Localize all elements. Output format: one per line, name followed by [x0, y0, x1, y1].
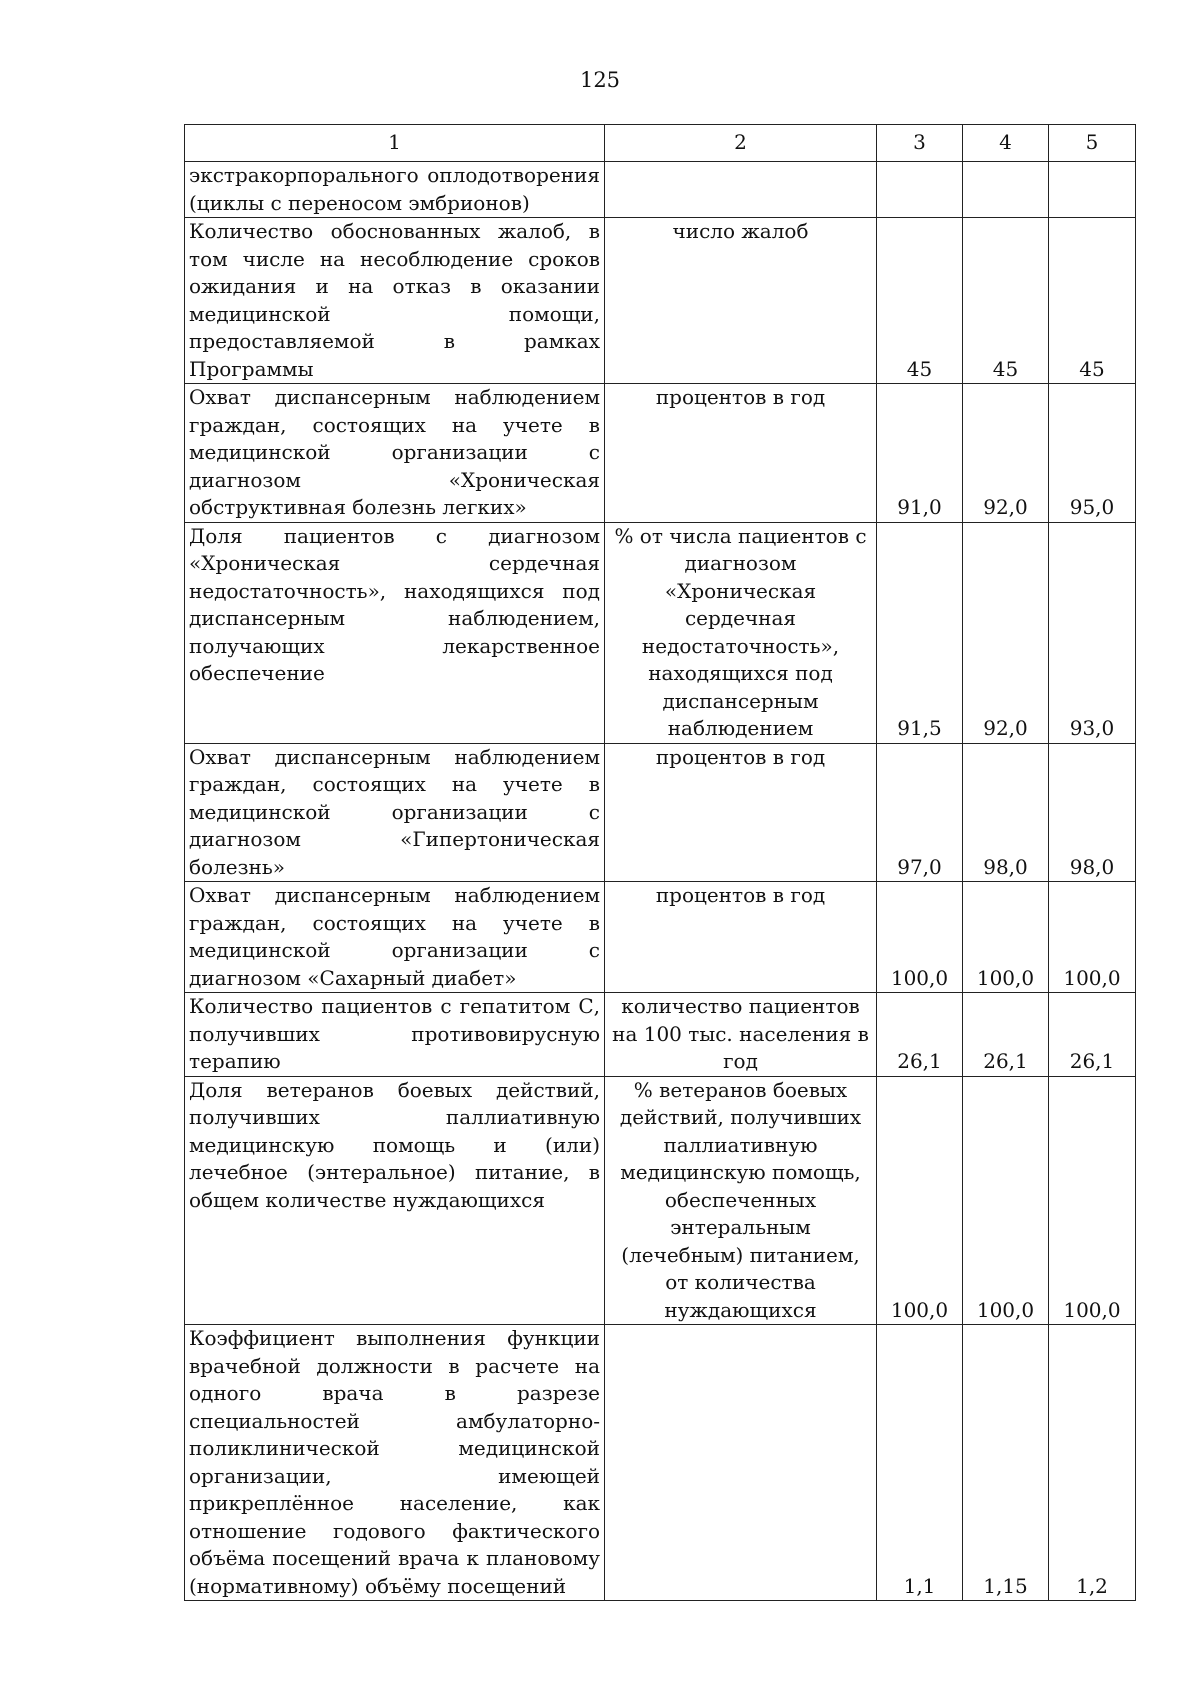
- unit-cell: [605, 162, 877, 218]
- unit-cell: [605, 1325, 877, 1601]
- indicator-cell: Охват диспансерным наблюдением граждан, состоящих на учете в медицинской организации с диагнозом «Сахарный диабет»: [185, 882, 605, 993]
- value-cell-5: 1,2: [1049, 1325, 1136, 1601]
- indicator-cell: Доля пациентов с диагнозом «Хроническая сердечная недостаточность», находящихся под диспансерным наблюдением, получающих лекарственное обеспечение: [185, 522, 605, 743]
- value-cell-5: 26,1: [1049, 993, 1136, 1077]
- indicators-table: [184, 124, 1136, 1601]
- value-cell-5: 98,0: [1049, 743, 1136, 882]
- value-cell-4: 92,0: [963, 522, 1049, 743]
- table-row: [185, 384, 1136, 523]
- value-cell-3: 97,0: [877, 743, 963, 882]
- value-cell-5: [1049, 162, 1136, 218]
- indicator-cell: Количество пациентов с гепатитом С, получивших противовирусную терапию: [185, 993, 605, 1077]
- value-cell-4: 98,0: [963, 743, 1049, 882]
- column-header-3: 3: [877, 125, 963, 162]
- column-header-1: 1: [185, 125, 605, 162]
- table-row: [185, 522, 1136, 743]
- indicator-cell: Доля ветеранов боевых действий, получивших паллиативную медицинскую помощь и (или) лечебное (энтеральное) питание, в общем количестве нуждающихся: [185, 1076, 605, 1325]
- page-number: 125: [579, 68, 621, 92]
- value-cell-3: [877, 162, 963, 218]
- indicator-cell: экстракорпорального оплодотворения (циклы с переносом эмбрионов): [185, 162, 605, 218]
- unit-cell: количество пациентов на 100 тыс. населения в год: [605, 993, 877, 1077]
- value-cell-4: 92,0: [963, 384, 1049, 523]
- value-cell-4: 26,1: [963, 993, 1049, 1077]
- value-cell-3: 1,1: [877, 1325, 963, 1601]
- value-cell-4: 1,15: [963, 1325, 1049, 1601]
- unit-cell: процентов в год: [605, 384, 877, 523]
- indicator-cell: Охват диспансерным наблюдением граждан, состоящих на учете в медицинской организации с диагнозом «Хроническая обструктивная болезнь легких»: [185, 384, 605, 523]
- unit-cell: % ветеранов боевых действий, получивших паллиативную медицинскую помощь, обеспеченных энтеральным (лечебным) питанием, от количества нуждающихся: [605, 1076, 877, 1325]
- indicator-cell: Количество обоснованных жалоб, в том числе на несоблюдение сроков ожидания и на отказ в оказании медицинской помощи, предоставляемой в рамках Программы: [185, 218, 605, 384]
- indicator-cell: Охват диспансерным наблюдением граждан, состоящих на учете в медицинской организации с диагнозом «Гипертоническая болезнь»: [185, 743, 605, 882]
- table-row: [185, 882, 1136, 993]
- value-cell-4: 100,0: [963, 1076, 1049, 1325]
- value-cell-5: 93,0: [1049, 522, 1136, 743]
- unit-cell: число жалоб: [605, 218, 877, 384]
- column-header-5: 5: [1049, 125, 1136, 162]
- value-cell-3: 91,5: [877, 522, 963, 743]
- value-cell-4: [963, 162, 1049, 218]
- value-cell-3: 91,0: [877, 384, 963, 523]
- unit-cell: процентов в год: [605, 882, 877, 993]
- table-row: [185, 218, 1136, 384]
- unit-cell: процентов в год: [605, 743, 877, 882]
- table-row: [185, 993, 1136, 1077]
- value-cell-3: 26,1: [877, 993, 963, 1077]
- value-cell-5: 45: [1049, 218, 1136, 384]
- value-cell-4: 100,0: [963, 882, 1049, 993]
- indicator-cell: Коэффициент выполнения функции врачебной должности в расчете на одного врача в разрезе специальностей амбулаторно-поликлинической медицинской организации, имеющей прикреплённое население, как отношение годового фактического объёма посещений врача к плановому (нормативному) объёму посещений: [185, 1325, 605, 1601]
- value-cell-5: 100,0: [1049, 882, 1136, 993]
- table-row: [185, 1076, 1136, 1325]
- table-row: [185, 743, 1136, 882]
- table-header-row: [185, 125, 1136, 162]
- value-cell-4: 45: [963, 218, 1049, 384]
- value-cell-3: 45: [877, 218, 963, 384]
- column-header-4: 4: [963, 125, 1049, 162]
- value-cell-3: 100,0: [877, 1076, 963, 1325]
- table-row: [185, 162, 1136, 218]
- value-cell-3: 100,0: [877, 882, 963, 993]
- table-row: [185, 1325, 1136, 1601]
- value-cell-5: 100,0: [1049, 1076, 1136, 1325]
- unit-cell: % от числа пациентов с диагнозом «Хроническая сердечная недостаточность», находящихся под диспансерным наблюдением: [605, 522, 877, 743]
- column-header-2: 2: [605, 125, 877, 162]
- value-cell-5: 95,0: [1049, 384, 1136, 523]
